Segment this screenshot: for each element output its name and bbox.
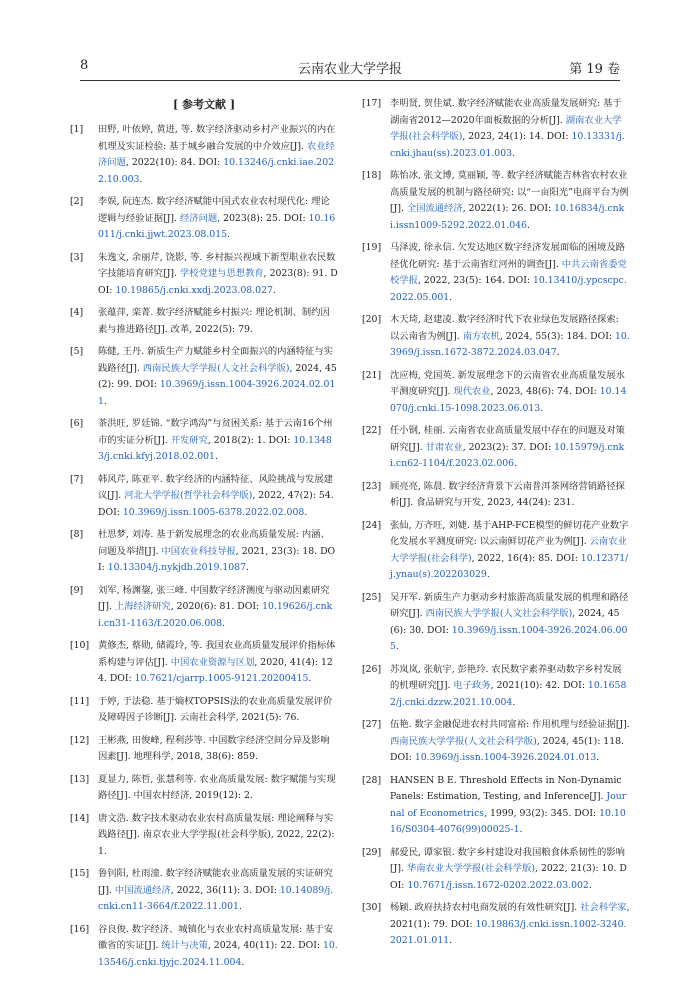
reference-segment: , 2023(2): 37. DOI: [462,441,555,453]
reference-segment: 谷良俊. 数字经济、城镇化与农业农村高质量发展: 基于安徽省的实证[J]. [98,923,334,951]
reference-item [362,900,630,950]
reference-segment: , 2022, 16(4): 85. DOI: [471,552,581,564]
reference-text [98,583,338,633]
reference-number: [23] [362,480,382,492]
reference-segment: 茶洪旺, 罗廷锦. “数字鸿沟”与贫困关系: 基于云南16个州市的实证分析[J]. [98,418,333,446]
reference-item [362,518,630,584]
reference-link[interactable]: 10.13304/j.nykjdb.2019.1087 [107,562,246,573]
reference-link[interactable]: 10.3969/j.issn.1005-6378.2022.02.008 [122,506,305,518]
reference-text [98,250,338,300]
reference-segment: 韩风芹, 陈亚平. 数字经济的内涵特征、风险挑战与发展建议[J]. [98,473,333,501]
reference-item [70,344,338,410]
reference-link[interactable]: 西南民族大学学报(人文社会科学版) [142,362,290,374]
reference-segment: . [596,752,600,763]
reference-item [70,194,338,244]
reference-segment: . [512,696,516,708]
reference-link[interactable]: 10.3969/j.issn.1004-3926.2024.02.011 [98,379,336,407]
reference-link[interactable]: 中国农业资源与区划 [170,656,255,668]
reference-text [98,638,338,688]
reference-link[interactable]: 甘肃农业 [425,441,463,453]
reference-text [98,344,338,410]
references-column-left [70,96,338,977]
reference-link[interactable]: 农业经济问题 [98,140,335,168]
reference-item [362,312,630,362]
reference-link[interactable]: 经济问题 [179,212,218,224]
reference-segment: . [519,824,523,835]
reference-segment: 郝爱民, 谭家银. 数字乡村建设对我国粮食体系韧性的影响[J]. [390,846,625,874]
reference-text [98,866,338,916]
reference-link[interactable]: 10.13483/j.cnki.kfyj.2018.02.001 [98,434,332,462]
reference-segment: 夏显力, 陈哲, 张慧利等. 农业高质量发展: 数字赋能与实现路径[J]. 中国农村经济, 2019(12): 2. [98,773,336,801]
reference-segment: , 2021, 23(3): 18. DOI: [98,545,336,573]
reference-link[interactable]: 10.19863/j.cnki.issn.1002-3240.2021.01.011 [390,918,627,946]
reference-item [70,305,338,338]
reference-segment: 陈怡冰, 张文博, 莫丽颖, 等. 数字经济赋能吉林省农村农业高质量发展的机制与路径研究: 以“一亩阳光”电商平台为例[J]. [390,170,629,214]
reference-link[interactable]: 10.14070/j.cnki.15-1098.2023.06.013 [390,386,627,414]
reference-link[interactable]: 10.19865/j.cnki.xxdj.2023.08.027 [115,284,273,296]
reference-number: [14] [70,812,90,824]
reference-text [390,717,630,767]
reference-number: [12] [70,734,90,746]
reference-segment: 唐文浩. 数字技术驱动农业农村高质量发展: 理论阐释与实践路径[J]. 南京农业大学学报(社会科学版), 2022, 22(2): 1. [98,812,335,857]
reference-item [70,416,338,466]
reference-segment: 王彬燕, 田俊峰, 程利莎等. 中国数字经济空间分异及影响因素[J]. 地理科学, 2018, 38(6): 859. [98,734,330,762]
reference-number: [30] [362,902,382,913]
reference-segment: 沈应梅, 党国英. 新发展理念下的云南省农业高质量发展水平测度研究[J]. [390,369,625,397]
reference-text [390,662,630,712]
reference-number: [29] [362,846,382,858]
reference-text [98,694,338,727]
references-heading: [ 参考文献 ] [172,98,236,111]
reference-link[interactable]: 10.3969/j.issn.1004-3926.2024.06.005 [390,624,628,652]
reference-link[interactable]: 西南民族大学学报(人文社会科学版) [425,608,573,619]
reference-text [98,922,338,972]
reference-text [390,240,630,306]
reference-link[interactable]: 上海经济研究 [114,601,171,612]
reference-link[interactable]: 10.16582/j.cnki.dzzw.2021.10.004 [390,680,627,708]
reference-segment: 朱逸文, 余丽芹, 饶影, 等. 乡村振兴视域下新型职业农民数字技能培育研究[J]. [98,251,336,279]
running-header [80,58,620,81]
reference-link[interactable]: 开发研究 [170,434,208,446]
reference-number: [5] [70,346,84,357]
reference-segment: , 1999, 93(2): 345. DOI: [484,807,600,819]
reference-number: [26] [362,663,382,675]
reference-link[interactable]: 10.19626/j.cnki.cn31-1163/f.2020.06.008 [98,601,333,629]
reference-segment: 陈健, 王丹. 新质生产力赋能乡村全面振兴的内涵特征与实践路径[J]. [98,346,333,374]
reference-item [362,240,630,306]
reference-segment: , 2023(8): 91. DOI: [98,268,338,296]
reference-number: [16] [70,923,90,935]
reference-link[interactable]: 全国流通经济 [406,203,463,214]
page-number: 8 [80,58,89,73]
reference-segment: , 2023, 48(6): 74. DOI: [490,386,600,397]
reference-text [98,472,338,522]
reference-segment: , 2021(1): 79. DOI: [390,902,630,930]
reference-link[interactable]: 南方农机 [462,330,500,342]
reference-number: [6] [70,418,84,429]
reference-text [390,773,630,839]
reference-item [70,922,338,972]
reference-segment: . [238,901,242,912]
reference-number: [7] [70,473,84,485]
reference-segment: 顾亮亮, 陈晨. 数字经济背景下云南普洱茶网络营销路径探析[J]. 食品研究与开发, 2023, 44(24): 231. [390,480,625,508]
volume-label: 第 19 卷 [569,62,620,77]
reference-text [98,122,338,188]
reference-segment: . [241,956,245,968]
reference-item [70,694,338,727]
reference-segment: 于婷, 于法稳. 基于熵权TOPSIS法的农业高质量发展评价及障碍因子诊断[J]. 云南社会科学, 2021(5): 76. [98,695,333,723]
reference-segment: 田野, 叶依婷, 黄进, 等. 数字经济驱动乡村产业振兴的内在机理及实证检验: 基于城乡融合发展的中介效应[J]. [98,124,336,152]
reference-text [390,479,630,512]
reference-segment: , 2024, 55(3): 184. DOI: [499,330,615,342]
reference-segment: . [304,506,308,518]
reference-item [362,662,630,712]
reference-item [362,479,630,512]
reference-segment: . [222,617,226,629]
reference-segment: 张仙, 万齐旺, 刘婕. 基于AHP-FCE模型的鲜切花产业数字化发展水平测度研究: 以云南鲜切花产业为例[J]. [390,519,629,547]
reference-number: [4] [70,307,84,318]
reference-item [70,250,338,300]
reference-segment: . [588,879,592,891]
reference-link[interactable]: 河北大学学报(哲学社会科学版) [124,490,253,501]
reference-segment: 马泽波, 徐永信. 欠发达地区数字经济发展面临的困境及路径优化研究: 基于云南省红河州的调查[J]. [390,242,625,270]
reference-link[interactable]: 10.13546/j.cnki.tjyjc.2024.11.004 [98,940,338,968]
reference-number: [28] [362,774,382,786]
reference-segment: 伍艳. 数字金融促进农村共同富裕: 作用机理与经验证据[J]. [390,719,630,730]
reference-item [70,527,338,577]
reference-link[interactable]: 中国流通经济 [114,884,171,896]
reference-text [390,518,630,584]
reference-item [70,733,338,766]
reference-segment: HANSEN B E. Threshold Effects in Non-Dynamic Panels: Estimation, Testing, and Inference[J]. [390,774,622,802]
reference-number: [18] [362,170,382,181]
reference-link[interactable]: 10.13410/j.ypcscpc.2022.05.001 [390,275,627,303]
reference-link[interactable]: 湖南农业大学学报(社会科学版) [390,114,622,142]
reference-segment: 黄修杰, 蔡勋, 储霞玲, 等. 我国农业高质量发展评价指标体系构建与评估[J]. [98,640,336,668]
reference-link[interactable]: 云南农业大学学报(社会科学) [390,536,627,564]
reference-number: [27] [362,719,382,730]
reference-segment: , 2024, 40(11): 22. DOI: [207,940,323,951]
reference-link[interactable]: 10.7621/cjarrp.1005-9121.20200415 [134,673,309,684]
reference-number: [15] [70,868,90,879]
reference-link[interactable]: 10.12371/j.ynau(s).202203029 [390,552,629,580]
reference-link[interactable]: 学校党建与思想教育 [179,268,264,279]
reference-text [390,312,630,362]
reference-number: [13] [70,773,90,785]
reference-number: [3] [70,251,84,263]
references-column-right [362,96,630,956]
reference-link[interactable]: 社会科学家 [580,902,627,913]
reference-link[interactable]: 现代农业 [453,386,491,397]
reference-text [390,590,630,656]
reference-link[interactable]: Journal of Econometrics [390,791,627,819]
reference-text [390,423,630,473]
reference-item [362,590,630,656]
reference-segment: , 2020, 41(4): 124. DOI: [98,656,333,684]
reference-link[interactable]: 10.13246/j.cnki.iae.2022.10.003 [98,157,335,185]
reference-link[interactable]: 10.13331/j.cnki.jhau(ss).2023.01.003 [390,131,625,159]
reference-segment: . [395,641,399,652]
reference-number: [24] [362,519,382,531]
reference-segment: . [540,402,544,414]
reference-segment: 李娱, 阮连杰. 数字经济赋能中国式农业农村现代化: 理论逻辑与经验证据[J]. [98,196,330,224]
reference-segment: . [139,173,143,185]
reference-segment: 任小钢, 桂丽. 云南省农业高质量发展中存在的问题及对策研究[J]. [390,425,625,453]
reference-segment: . [214,451,218,462]
reference-link[interactable]: 10.16011/j.cnki.jjwt.2023.08.015 [98,212,336,240]
reference-segment: 张蕴萍, 栾菁. 数字经济赋能乡村振兴: 理论机制、制约因素与推进路径[J]. 改革, 2022(5): 79. [98,307,330,335]
reference-number: [10] [70,640,90,651]
reference-item [70,772,338,805]
reference-link[interactable]: 10.1016/S0304-4076(99)00025-1 [390,807,626,835]
reference-segment: 杜思梦, 刘涛. 基于新发展理念的农业高质量发展: 内涵、问题及举措[J]. [98,529,330,557]
reference-number: [19] [362,242,382,253]
reference-segment: , 2024, 45(2): 99. DOI: [98,362,337,390]
reference-segment: , 2022, 23(5): 164. DOI: [417,275,533,286]
reference-item [362,717,630,767]
reference-segment: , 2018(2): 1. DOI: [207,434,294,446]
reference-text [390,368,630,418]
reference-link[interactable]: 10.16834/j.cnki.issn1009-5292.2022.01.046 [390,203,625,231]
reference-item [362,773,630,839]
reference-segment: , 2023, 24(1): 14. DOI: [462,131,572,142]
reference-text [390,96,630,162]
reference-segment: , 2022, 47(2): 54. DOI: [98,490,334,518]
reference-item [362,96,630,162]
reference-text [390,845,630,895]
reference-text [98,416,338,466]
reference-segment: . [103,395,107,407]
reference-segment: 刘军, 杨渊鋆, 张三峰. 中国数字经济测度与驱动因素研究[J]. [98,584,330,612]
reference-link[interactable]: 中共云南省委党校学报 [390,258,627,286]
reference-segment: . [556,347,560,358]
reference-text [98,305,338,338]
reference-number: [17] [362,98,382,109]
reference-segment: , 2024, 45(1): 118. DOI: [390,735,624,763]
reference-text [98,733,338,766]
reference-segment: , 2020(6): 81. DOI: [170,601,263,612]
reference-link[interactable]: 10.14089/j.cnki.cn11-3664/f.2022.11.001 [98,884,334,912]
reference-number: [21] [362,369,382,381]
reference-segment: , 2021(10): 42. DOI: [490,680,588,691]
reference-segment: . [514,458,518,469]
reference-item [70,811,338,861]
reference-number: [2] [70,196,84,207]
reference-segment: 吴开军. 新质生产力驱动乡村旅游高质量发展的机理和路径研究[J]. [390,591,629,619]
reference-segment: , 2024, 45(6): 30. DOI: [390,608,620,636]
reference-item [70,472,338,522]
reference-segment: , 2022, 21(3): 10. DOI: [390,863,627,891]
reference-link[interactable]: 中国农业科技导报 [161,545,236,557]
journal-title: 云南农业大学学报 [297,62,402,77]
reference-segment: . [272,284,276,296]
reference-item [362,368,630,418]
reference-segment: . [308,673,312,684]
reference-segment: . [512,147,516,159]
reference-link[interactable]: 10.3969/j.issn.1004-3926.2024.01.013 [414,752,597,763]
reference-segment: 鲁钊阳, 杜雨潼. 数字经济赋能农业高质量发展的实证研究[J]. [98,868,333,896]
reference-segment: . [227,229,230,240]
reference-segment: . [449,935,453,946]
reference-number: [22] [362,425,382,436]
reference-segment: 杨颖. 政府扶持农村电商发展的有效性研究[J]. [390,902,581,913]
reference-text [98,194,338,244]
reference-segment: 李明贤, 贺佳斌. 数字经济赋能农业高质量发展研究: 基于湖南省2012—2020年面板数据的分析[J]. [390,98,622,126]
reference-segment: , 2022(1): 26. DOI: [462,203,555,214]
reference-text [390,168,630,234]
reference-segment: . [245,562,249,573]
reference-text [98,527,338,577]
reference-item [362,168,630,234]
reference-item [70,122,338,188]
reference-link[interactable]: 10.7671/j.issn.1672-0202.2022.03.002 [407,879,589,891]
reference-number: [20] [362,314,382,325]
reference-link[interactable]: 华南农业大学学报(社会科学版) [406,863,536,874]
reference-number: [11] [70,695,90,707]
reference-text [98,811,338,861]
reference-segment: . [486,569,490,580]
reference-text [98,772,338,805]
reference-number: [25] [362,591,382,603]
reference-link[interactable]: 西南民族大学学报(人文社会科学版) [390,735,537,747]
reference-item [70,638,338,688]
reference-text [390,900,630,950]
reference-segment: , 2023(8): 25. DOI: [217,212,309,224]
reference-item [70,866,338,916]
reference-segment: 苏岚岚, 张航宇, 彭艳玲. 农民数字素养驱动数字乡村发展的机理研究[J]. [390,663,622,691]
reference-number: [9] [70,584,84,596]
reference-link[interactable]: 统计与决策 [161,940,208,951]
reference-item [362,845,630,895]
reference-segment: 木天琦, 赵建凌. 数字经济时代下农业绿色发展路径探索: 以云南省为例[J]. [390,314,619,342]
reference-link[interactable]: 电子政务 [453,680,491,691]
reference-item [70,583,338,633]
reference-segment: , 2022, 36(11): 3. DOI: [170,884,280,896]
reference-segment: , 2022(10): 84. DOI: [125,157,224,168]
reference-item [362,423,630,473]
reference-number: [1] [70,124,84,135]
reference-link[interactable]: 10.3969/j.issn.1672-3872.2024.03.047 [390,330,630,358]
reference-segment: . [449,291,453,303]
reference-segment: . [527,219,530,231]
reference-number: [8] [70,529,84,540]
reference-link[interactable]: 10.15979/j.cnki.cn62-1104/f.2023.02.006 [390,441,625,469]
